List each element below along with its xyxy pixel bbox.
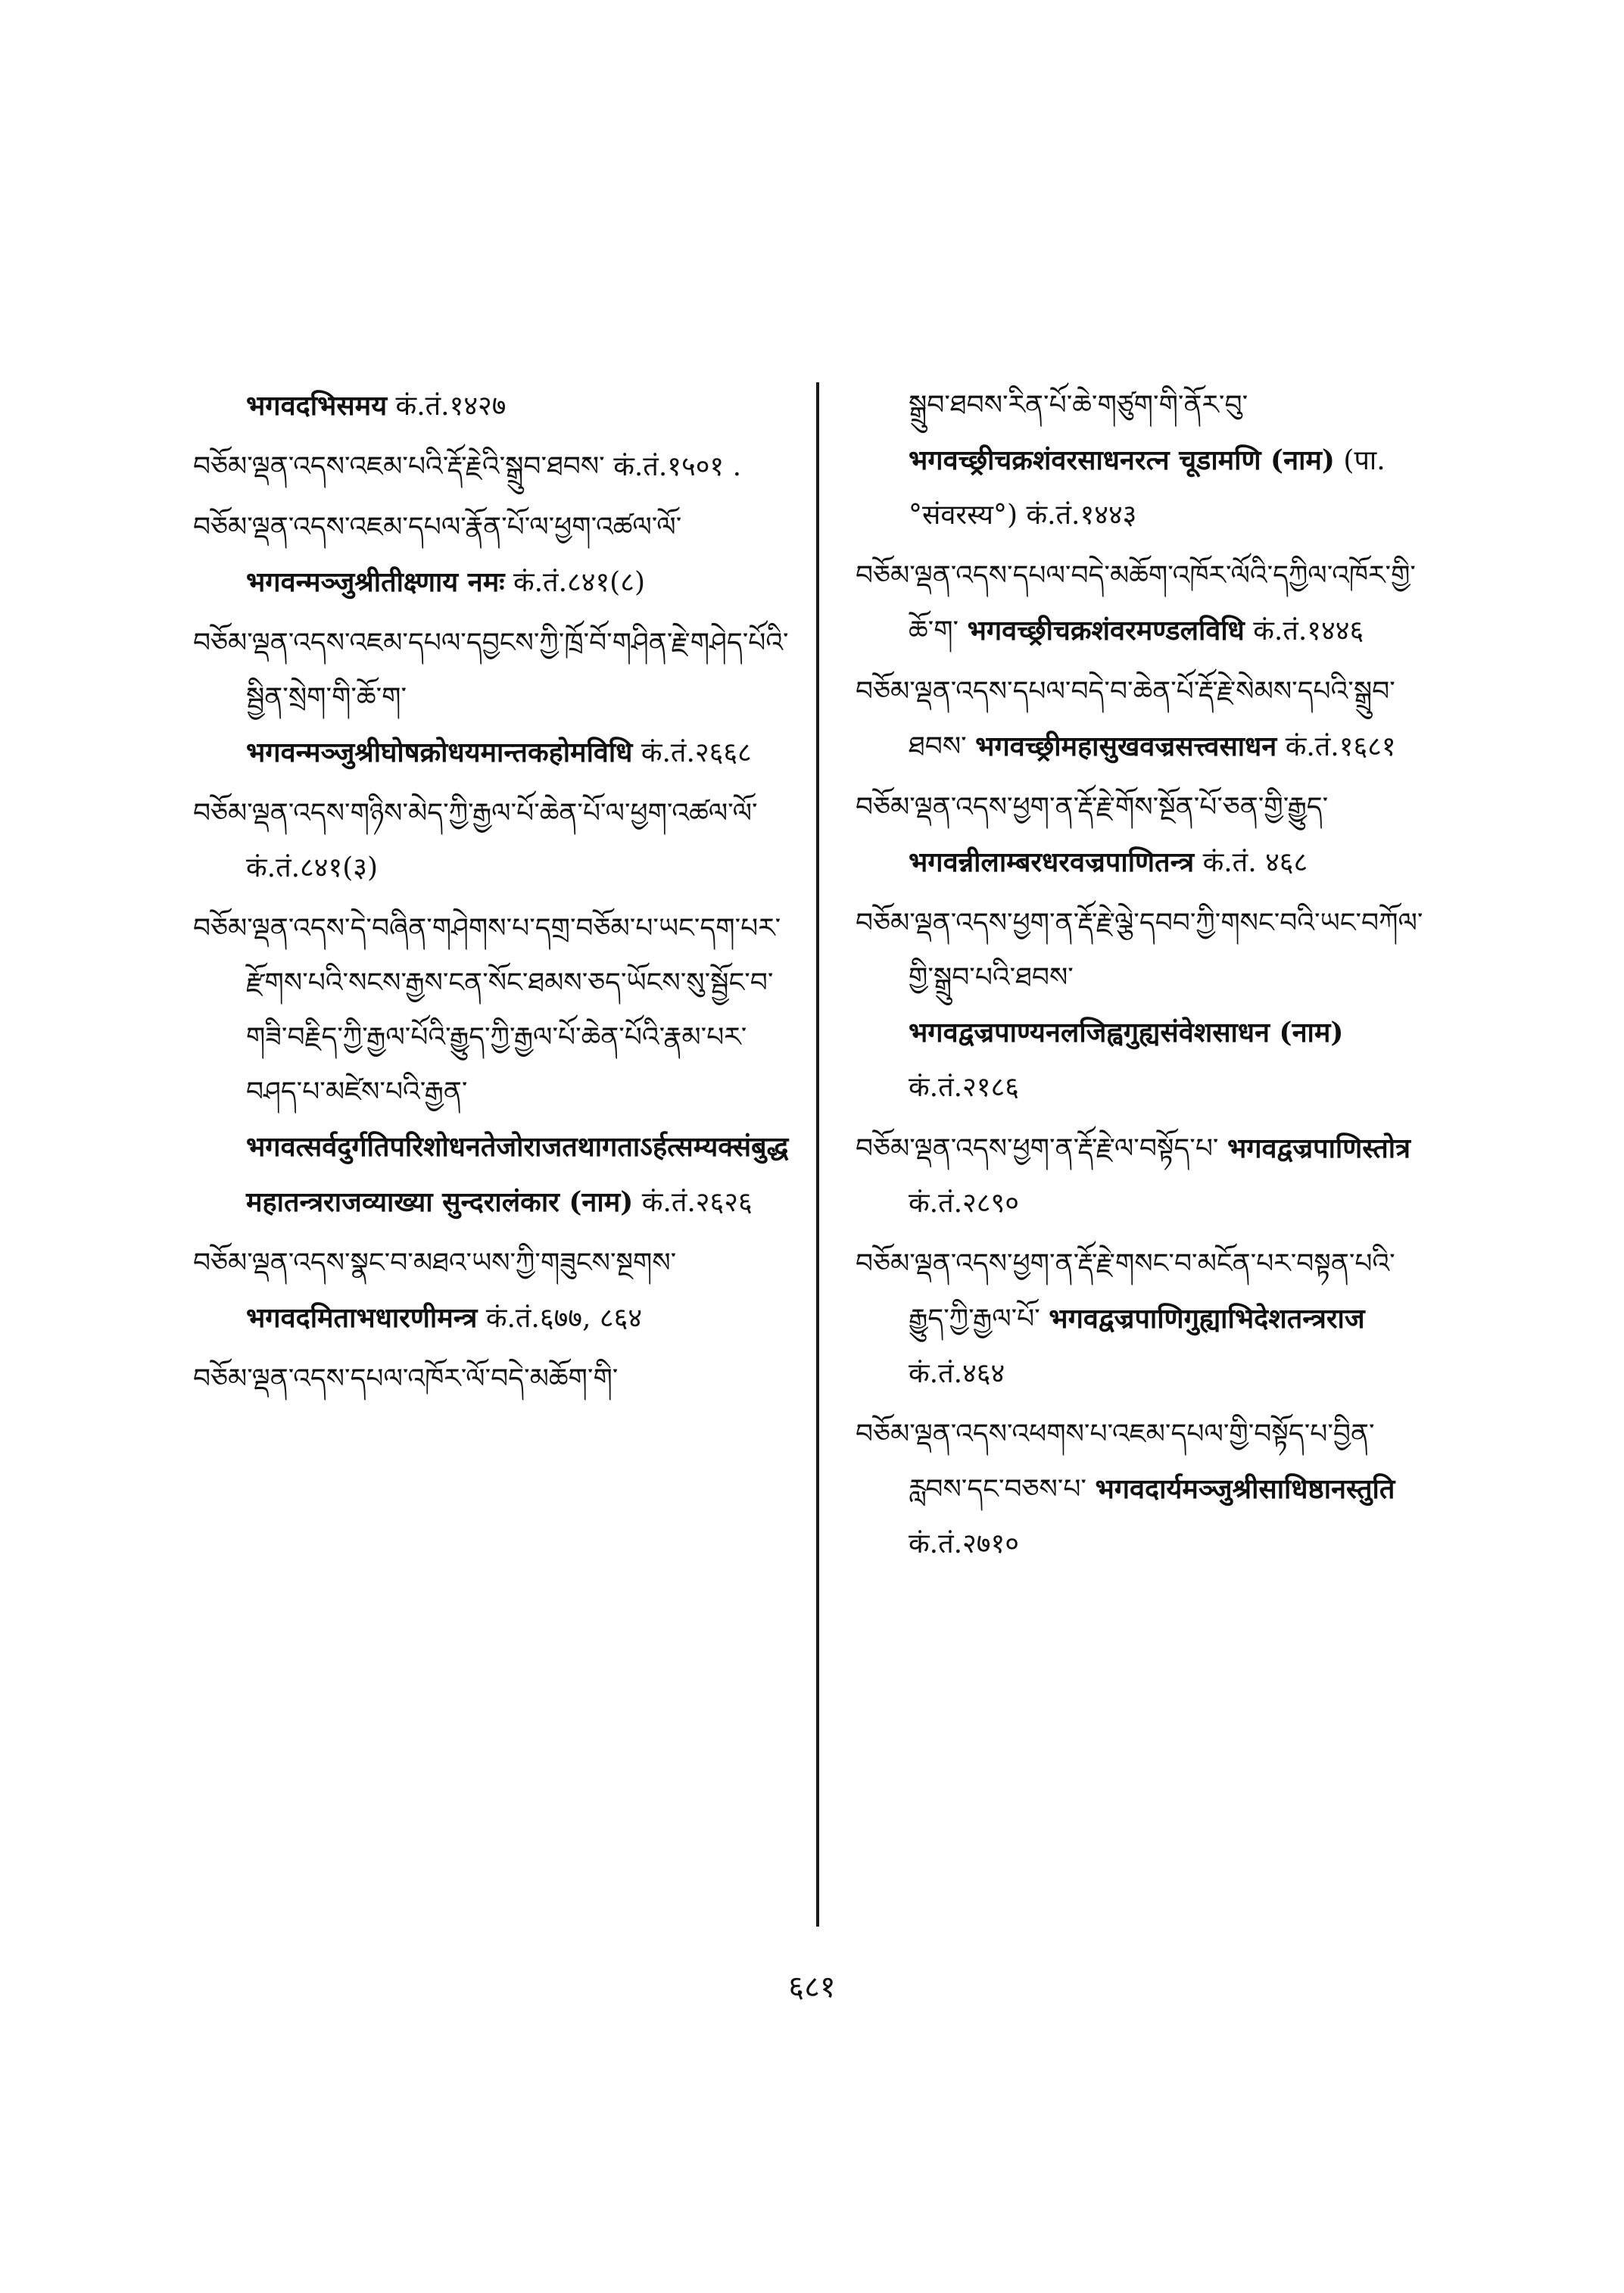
index-entry xyxy=(193,1352,799,1407)
index-entry xyxy=(856,1407,1431,1572)
reference: कं.तं.८४१(८) xyxy=(513,567,645,598)
reference: कं.तं.८४१(३) xyxy=(246,852,379,883)
index-entry xyxy=(193,440,799,494)
column-divider xyxy=(816,382,819,1927)
index-entry xyxy=(193,902,799,1230)
tibetan-title: བཅོམ་ལྡན་འདས་ཕྱག་ན་རྡོ་རྗེ་ལྕེ་དབབ་ཀྱི་གསང་བའི་ཡང་བཀོལ་གྱི་སྒྲུབ་པའི་ཐབས་ xyxy=(856,908,1423,993)
right-column xyxy=(856,379,1431,1578)
index-entry xyxy=(193,616,799,780)
sanskrit-title: भगवदमिताभधारणीमन्त्र xyxy=(246,1302,478,1334)
index-entry xyxy=(193,1236,799,1346)
sanskrit-title: भगवन्मञ्जुश्रीघोषक्रोधयमान्तकहोमविधि xyxy=(246,737,633,768)
sanskrit-title: भगवच्छ्रीमहासुखवज्रसत्त्वसाधन xyxy=(975,731,1277,762)
index-entry xyxy=(856,896,1431,1115)
sanskrit-title: भगवत्सर्वदुर्गतिपरिशोधनतेजोराजतथागताऽर्हत्सम्यक्संबुद्धमहातन्त्रराजव्याख्या सुन्दरालंकार (नाम) xyxy=(246,1131,789,1218)
index-entry xyxy=(193,500,799,610)
sanskrit-title: भगवन्नीलाम्बरधरवज्रपाणितन्त्र xyxy=(909,846,1195,878)
tibetan-title: བཅོམ་ལྡན་འདས་དཔལ་བདེ་མཆོག་འཁོར་ལོའི་དཀྱིལ་འཁོར་གྱི་ཆོ་ག་ xyxy=(856,560,1416,646)
reference: (पा. °संवरस्य°) कं.तं.१४४३ xyxy=(909,445,1386,531)
reference: कं.तं.२७१० xyxy=(909,1528,1019,1559)
reference: कं.तं.२१८६ xyxy=(909,1072,1019,1103)
reference: कं.तं.१४२७ xyxy=(395,391,507,422)
tibetan-title: བཅོམ་ལྡན་འདས་དཔལ་བདེ་བ་ཆེན་པོ་རྡོ་རྗེ་སེམས་དཔའི་སྒྲུབ་ཐབས་ xyxy=(856,676,1395,762)
tibetan-title: བཅོམ་ལྡན་འདས་དེ་བཞིན་གཤེགས་པ་དགྲ་བཅོམ་པ་ཡང་དག་པར་རྫོགས་པའི་སངས་རྒྱས་ངན་སོང་ཐམས་ཅད་ཡོངས་སུ་སྦྱོང་བ་གཟི་བརྗིད་ཀྱི་རྒྱལ་པོའི་རྒྱུད་ཀྱི་རྒྱལ་པོ་ཆེན་པོའི་རྣམ་པར་བཤད་པ་མཛེས་པའི་རྒྱན་ xyxy=(193,913,781,1108)
tibetan-title: བཅོམ་ལྡན་འདས་འཇམ་དཔལ་དབྱངས་ཀྱི་ཁྲོ་བོ་གཤིན་རྗེ་གཤེད་པོའི་སྦྱིན་སྲེག་གི་ཆོ་ག་ xyxy=(193,628,789,713)
tibetan-title: བཅོམ་ལྡན་འདས་སྣང་བ་མཐའ་ཡས་ཀྱི་གཟུངས་སྔགས་ xyxy=(193,1248,677,1279)
tibetan-title: སྒྲུབ་ཐབས་རིན་པོ་ཆེ་གཙུག་གི་ནོར་བུ་ xyxy=(909,390,1248,421)
tibetan-title: བཅོམ་ལྡན་འདས་དཔལ་འཁོར་ལོ་བདེ་མཆོག་གི་ xyxy=(193,1363,619,1394)
index-entry xyxy=(193,379,799,434)
sanskrit-title: भगवच्छ्रीचक्रशंवरसाधनरत्न चूडामणि (नाम) xyxy=(909,444,1335,476)
tibetan-title: བཅོམ་ལྡན་འདས་ཕྱག་ན་རྡོ་རྗེ་ལ་བསྟོད་པ་ xyxy=(856,1133,1219,1164)
reference: कं.तं.२८९० xyxy=(909,1188,1019,1219)
sanskrit-title: भगवदार्यमञ्जुश्रीसाधिष्ठानस्तुति xyxy=(1095,1473,1395,1505)
reference: कं.तं.१५०१ . xyxy=(613,451,742,482)
reference: कं.तं.४६४ xyxy=(909,1358,1005,1389)
sanskrit-title: भगवदभिसमय xyxy=(246,390,388,422)
tibetan-title: བཅོམ་ལྡན་འདས་གཉིས་མེད་ཀྱི་རྒྱལ་པོ་ཆེན་པོ་ལ་ཕྱག་འཚལ་ལོ་ xyxy=(193,798,758,829)
tibetan-title: བཅོམ་ལྡན་འདས་འཇམ་པའི་རྡོ་རྗེའི་སྒྲུབ་ཐབས་ xyxy=(193,451,605,482)
reference: कं.तं.२६६८ xyxy=(641,737,752,768)
left-column xyxy=(193,379,799,1413)
tibetan-title: བཅོམ་ལྡན་འདས་འཇམ་དཔལ་རྣོན་པོ་ལ་ཕྱག་འཚལ་ལོ་ xyxy=(193,512,682,543)
sanskrit-title: भगवद्वज्रपाणिगुह्याभिदेशतन्त्रराज xyxy=(1049,1303,1365,1335)
reference: कं.तं.६७७, ८६४ xyxy=(485,1303,643,1334)
reference: कं.तं.२६२६ xyxy=(641,1187,753,1218)
index-entry xyxy=(856,665,1431,774)
index-entry xyxy=(856,549,1431,659)
index-entry xyxy=(856,379,1431,543)
tibetan-title: བཅོམ་ལྡན་འདས་ཕྱག་ན་རྡོ་རྗེ་གོས་སྔོན་པོ་ཅན་གྱི་རྒྱུད་ xyxy=(856,792,1329,823)
sanskrit-title: भगवद्वज्रपाण्यनलजिह्वगुह्यसंवेशसाधन (नाम) xyxy=(909,1017,1344,1048)
sanskrit-title: भगवन्मञ्जुश्रीतीक्ष्णाय नमः xyxy=(246,566,505,598)
reference: कं.तं.१४४६ xyxy=(1253,615,1364,646)
sanskrit-title: भगवद्वज्रपाणिस्तोत्र xyxy=(1227,1132,1410,1164)
index-entry xyxy=(856,1121,1431,1231)
page-number: ६८१ xyxy=(788,1970,836,2005)
tibetan-title: བཅོམ་ལྡན་འདས་འཕགས་པ་འཇམ་དཔལ་གྱི་བསྟོད་པ་བྱིན་རླབས་དང་བཅས་པ་ xyxy=(856,1419,1375,1505)
sanskrit-title: भगवच्छ्रीचक्रशंवरमण्डलविधि xyxy=(967,615,1245,646)
reference: कं.तं.१६८१ xyxy=(1285,731,1396,762)
index-entry xyxy=(193,787,799,896)
reference: कं.तं. ४६८ xyxy=(1202,847,1308,878)
index-entry xyxy=(856,780,1431,890)
tibetan-title: བཅོམ་ལྡན་འདས་ཕྱག་ན་རྡོ་རྗེ་གསང་བ་མངོན་པར་བསྟན་པའི་རྒྱུད་ཀྱི་རྒྱལ་པོ་ xyxy=(856,1248,1395,1335)
index-entry xyxy=(856,1237,1431,1401)
